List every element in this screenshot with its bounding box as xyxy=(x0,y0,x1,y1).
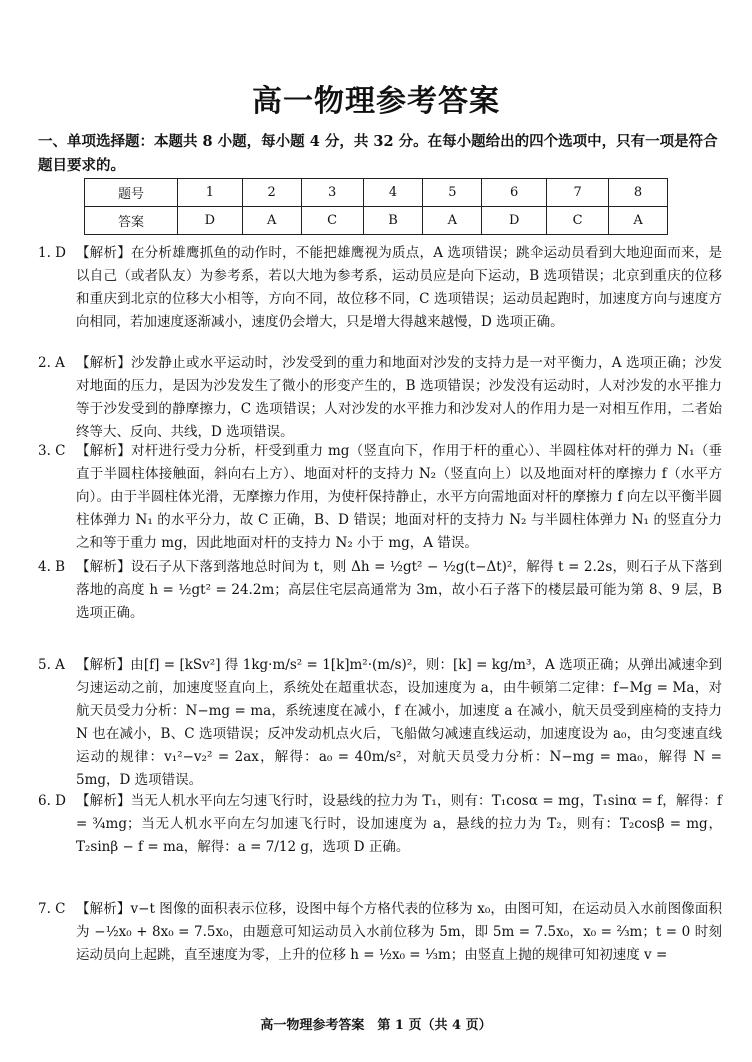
table-cell: 5 xyxy=(423,179,482,207)
table-cell: 题号 xyxy=(85,179,178,207)
question-7-explanation xyxy=(38,898,722,967)
question-4-explanation xyxy=(38,556,722,625)
table-cell: C xyxy=(301,207,363,235)
question-number: 4. B xyxy=(38,559,66,575)
question-number: 6. D xyxy=(38,793,66,809)
explanation-text: 【解析】由[f] = [kSv²] 得 1kg·m/s² = 1[k]m²·(m/s)²，则：[k] = kg/m³，A 选项正确；从弹出减速伞到匀速运动之前，加速度竖直向上，系统处在超重状态，设加速度为 a，由牛顿第二定律：f−Mg = Ma，对航天员受力分析：N−mg = ma，系统速度在减小，f 在减小，加速度 a 在减小，航天员受到座椅的支持力 N 也在减小，B、C 选项错误；反冲发动机点火后，飞船做匀减速直线运动，加速度设为 a₀，由匀变速直线运动的规律：v₁²−v₂² = 2ax，解得：a₀ = 40m/s²，对航天员受力分析：N−mg = ma₀，解得 N = 5mg，D 选项错误。 xyxy=(76,657,722,788)
table-cell: C xyxy=(547,207,609,235)
question-2-explanation xyxy=(38,352,722,444)
table-cell: D xyxy=(482,207,547,235)
question-number: 5. A xyxy=(38,657,65,673)
explanation-text: 【解析】对杆进行受力分析，杆受到重力 mg（竖直向下，作用于杆的重心）、半圆柱体对杆的弹力 N₁（垂直于半圆柱体接触面，斜向右上方）、地面对杆的支持力 N₂（竖直向上）以及地面对杆的摩擦力 f（水平方向）。由于半圆柱体光滑，无摩擦力作用，为使杆保持静止，水平方向需地面对杆的摩擦力 f 向左以平衡半圆柱体弹力 N₁ 的水平分力，故 C 正确，B、D 错误；地面对杆的支持力 N₂ 与半圆柱体弹力 N₁ 的竖直分力之和等于重力 mg，因此地面对杆的支持力 N₂ 小于 mg，A 错误。 xyxy=(76,443,722,551)
table-cell: 4 xyxy=(363,179,423,207)
table-cell: A xyxy=(609,207,668,235)
explanation-text: 【解析】v−t 图像的面积表示位移，设图中每个方格代表的位移为 x₀，由图可知，在运动员入水前图像面积为 −½x₀ + 8x₀ = 7.5x₀，由题意可知运动员入水前位移为 5m，即 5m = 7.5x₀，x₀ = ⅔m；t = 0 时刻运动员向上起跳，直至速度为零，上升的位移 h = ½x₀ = ⅓m；由竖直上抛的规律可知初速度 v = xyxy=(76,901,722,963)
table-cell: A xyxy=(242,207,301,235)
table-cell: 7 xyxy=(547,179,609,207)
section-heading: 一、单项选择题：本题共 8 小题，每小题 4 分，共 32 分。在每小题给出的四个选项中，只有一项是符合题目要求的。 xyxy=(38,133,718,174)
explanation-text: 【解析】当无人机水平向左匀速飞行时，设悬线的拉力为 T₁，则有：T₁cosα = mg，T₁sinα = f，解得：f = ¾mg；当无人机水平向左匀加速飞行时，设加速度为 a，悬线的拉力为 T₂，则有：T₂cosβ = mg，T₂sinβ − f = ma，解得：a = 7/12 g，选项 D 正确。 xyxy=(76,793,722,855)
answer-table-row-answers xyxy=(85,207,668,235)
question-number: 1. D xyxy=(38,245,66,261)
answer-table xyxy=(84,178,668,235)
question-number: 7. C xyxy=(38,901,66,917)
question-5-explanation xyxy=(38,654,722,792)
question-number: 3. C xyxy=(38,443,66,459)
page-footer: 高一物理参考答案 第 1 页（共 4 页） xyxy=(260,1018,492,1033)
table-cell: A xyxy=(423,207,482,235)
question-number: 2. A xyxy=(38,355,65,371)
table-cell: 1 xyxy=(178,179,243,207)
question-3-explanation xyxy=(38,440,722,555)
explanation-text: 【解析】在分析雄鹰抓鱼的动作时，不能把雄鹰视为质点，A 选项错误；跳伞运动员看到大地迎面而来，是以自己（或者队友）为参考系，若以大地为参考系，运动员应是向下运动，B 选项错误；北京到重庆的位移和重庆到北京的位移大小相等，方向不同，故位移不同，C 选项错误；运动员起跑时，加速度方向与速度方向相同，若加速度逐渐减小，速度仍会增大，只是增大得越来越慢，D 选项正确。 xyxy=(76,245,722,330)
document-title: 高一物理参考答案 xyxy=(252,84,500,119)
answer-table-row-numbers xyxy=(85,179,668,207)
table-cell: 3 xyxy=(301,179,363,207)
question-6-explanation xyxy=(38,790,722,859)
question-1-explanation xyxy=(38,242,722,334)
explanation-text: 【解析】沙发静止或水平运动时，沙发受到的重力和地面对沙发的支持力是一对平衡力，A 选项正确；沙发对地面的压力，是因为沙发发生了微小的形变产生的，B 选项错误；沙发没有运动时，人对沙发的水平推力等于沙发受到的静摩擦力，C 选项错误；人对沙发的水平推力和沙发对人的作用力是一对相互作用，二者始终等大、反向、共线，D 选项错误。 xyxy=(76,355,722,440)
table-cell: 8 xyxy=(609,179,668,207)
table-cell: 答案 xyxy=(85,207,178,235)
table-cell: B xyxy=(363,207,423,235)
table-cell: 2 xyxy=(242,179,301,207)
explanation-text: 【解析】设石子从下落到落地总时间为 t，则 Δh = ½gt² − ½g(t−Δt)²，解得 t = 2.2s，则石子从下落到落地的高度 h = ½gt² = 24.2m；高层住宅层高通常为 3m，故小石子落下的楼层最可能为第 8、9 层，B 选项正确。 xyxy=(76,559,722,621)
table-cell: 6 xyxy=(482,179,547,207)
table-cell: D xyxy=(178,207,243,235)
